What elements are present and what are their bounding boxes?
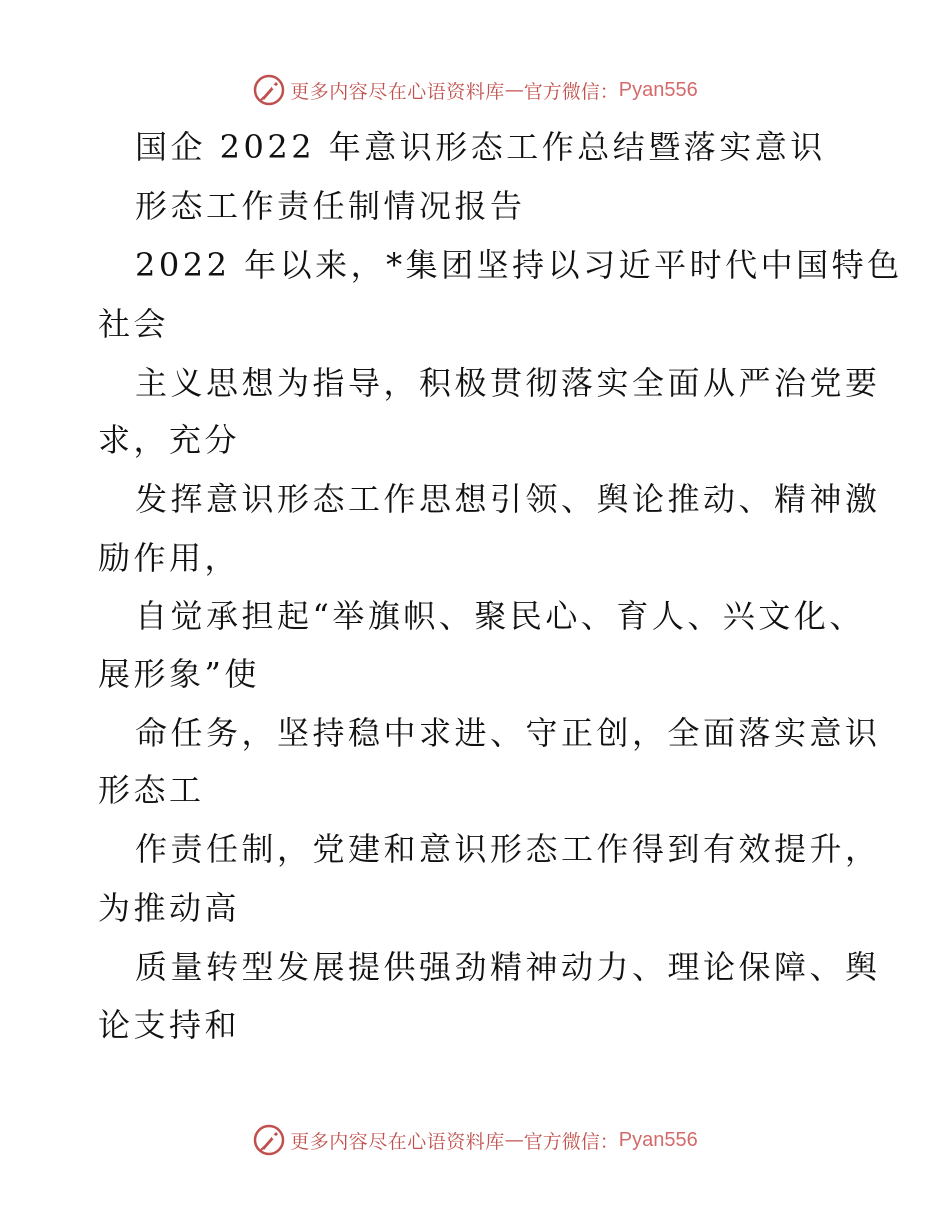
banner-site-text: 更多内容尽在心语资料库	[290, 1130, 505, 1153]
document-title-line-2: 形态工作责任制情况报告	[135, 187, 526, 225]
banner-separator: —	[504, 79, 524, 101]
paragraph-line: 展形象”使	[98, 655, 260, 693]
banner-separator: —	[504, 1129, 524, 1151]
paragraph-line: 命任务，坚持稳中求进、守正创，全面落实意识	[135, 714, 881, 752]
quill-pen-logo-icon	[252, 1123, 286, 1157]
footer-banner	[0, 1120, 950, 1160]
paragraph-line: 主义思想为指导，积极贯彻落实全面从严治党要	[135, 364, 881, 402]
paragraph-line: 2022 年以来，*集团坚持以习近平时代中国特色	[135, 246, 903, 284]
paragraph-line: 求，充分	[98, 421, 241, 459]
banner-wechat-id: Pyan556	[618, 78, 698, 101]
paragraph-line: 形态工	[98, 771, 205, 809]
paragraph-line: 社会	[98, 305, 170, 343]
banner-wechat-label: 官方微信：	[523, 1130, 619, 1153]
document-title-line-1: 国企 2022 年意识形态工作总结暨落实意识	[135, 128, 826, 166]
header-banner	[0, 70, 950, 110]
paragraph-line: 励作用，	[98, 539, 241, 577]
paragraph-line: 发挥意识形态工作思想引领、舆论推动、精神激	[135, 480, 881, 518]
paragraph-line: 为推动高	[98, 889, 241, 927]
quill-pen-logo-icon	[252, 73, 286, 107]
banner-site-text: 更多内容尽在心语资料库	[290, 80, 505, 103]
paragraph-line: 自觉承担起“举旗帜、聚民心、育人、兴文化、	[135, 597, 865, 635]
banner-wechat-id: Pyan556	[618, 1128, 698, 1151]
paragraph-line: 质量转型发展提供强劲精神动力、理论保障、舆	[135, 948, 881, 986]
paragraph-line: 论支持和	[98, 1006, 241, 1044]
banner-wechat-label: 官方微信：	[523, 80, 619, 103]
paragraph-line: 作责任制，党建和意识形态工作得到有效提升，	[135, 830, 881, 868]
